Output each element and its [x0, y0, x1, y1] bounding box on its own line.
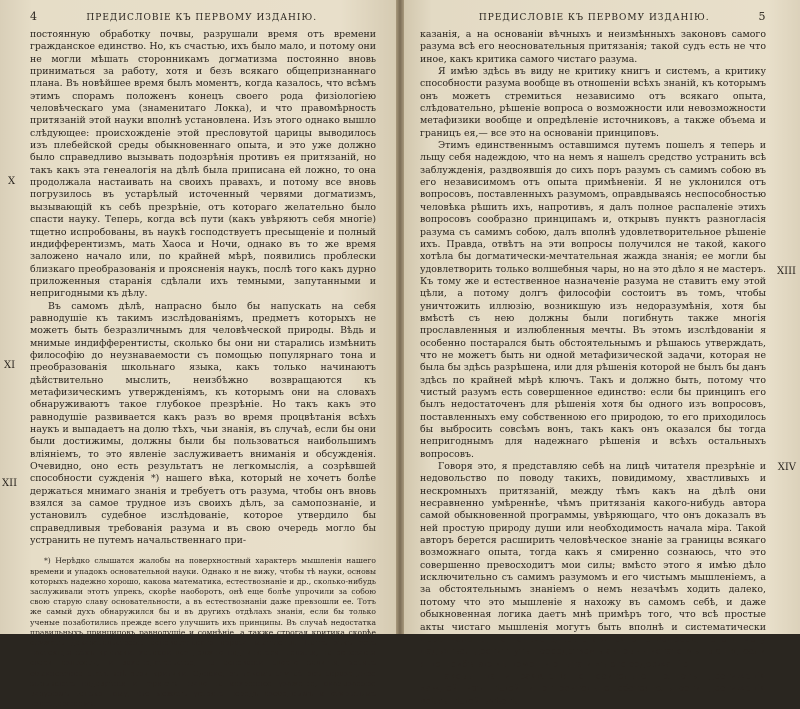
- left-running-title: ПРЕДИСЛОВІЕ КЪ ПЕРВОМУ ИЗДАНІЮ.: [86, 13, 318, 23]
- margin-mark-x: X: [8, 176, 16, 187]
- margin-mark-xiv: XIV: [777, 462, 796, 473]
- right-paragraph: Говоря это, я представляю себѣ на лицѣ читателя презрѣніе и недовольство по поводу такихъ, повидимому, хвастливыхъ и нескромныхъ притязаній, между тѣмъ какъ на дѣлѣ они несравненно умѣреннѣе, чѣмъ притязанія какого-нибудь автора самой обыкновенной программы, увѣряющаго, что онъ доказалъ въ ней простую природу души или необходимость начала міра. Такой авторъ берется расширить человѣческое знаніе за границы всякаго возможнаго опыта, тогда какъ я смиренно сознаюсь, что это совершенно превосходитъ мои силы; вмѣсто этого я имѣю дѣло исключительно съ самимъ разумомъ и его чистымъ мышленіемъ, а за обстоятельнымъ знаніемъ о немъ незачѣмъ ходить далеко, потому что это мышленіе я нахожу въ самомъ себѣ, и даже обыкновенная логика даетъ мнѣ примѣръ того, что всѣ простые акты чистаго мышленія могутъ быть вполнѣ и систематически перечислены; но только здѣсь ставится еще вопросъ, чего я могу надѣяться достигнуть посредствомъ актовъ чистаго мышленія, если я не прибѣгаю къ помощи опыта и къ его содержанію.: [420, 461, 766, 670]
- right-page-number: 5: [758, 10, 766, 23]
- left-paragraph: Въ самомъ дѣлѣ, напрасно было бы напускать на себя равнодушіе къ такимъ изслѣдованіямъ, предметъ которыхъ не можетъ быть безразличнымъ для человѣческой природы. Вѣдь и мнимые индифферентисты, сколько бы они ни старались измѣнить философію до неузнаваемости съ помощью популярнаго тона и преобразованія школьнаго языка, какъ только начинаютъ дѣйствительно мыслить, неизбѣжно возвращаются къ метафизическимъ утвержденіямъ, къ которымъ они на словахъ обнаруживаютъ такое глубокое презрѣніе. Но такъ какъ это равнодушіе развивается какъ разъ во время процвѣтанія всѣхъ наукъ и выпадаетъ на долю тѣхъ, чьи знанія, въ случаѣ, если бы они были достижимы, должны были бы пользоваться наибольшимъ вліяніемъ, то это явленіе заслуживаетъ вниманія и обсужденія. Очевидно, оно есть результатъ не легкомыслія, а созрѣвшей способности сужденія *) нашего вѣка, который не хочетъ болѣе держаться мнимаго знанія и требуетъ отъ разума, чтобы онъ вновь взялся за самое трудное изъ своихъ дѣлъ, за самопознаніе, и установилъ судебное изслѣдованіе, которое утвердило бы справедливыя требованія разума и въ свою очередь могло бы устранить не путемъ начальственнаго при-: [30, 300, 376, 547]
- footnote-text: *) Нерѣдко слышатся жалобы на поверхностный характеръ мышленія нашего времени и упадокъ основательной науки. Однако я не вижу, чтобы тѣ науки, основы которыхъ надежно хорошо, какова математика, естествознаніе и др., сколько-нибудь заслуживали этотъ упрекъ, скорѣе наоборотъ, онѣ еще болѣе упрочили за собою свою старую славу основательности, а въ естествознаніи даже превзошли ее. Тотъ же самый духъ обнаружился бы и въ другихъ отдѣлахъ знанія, если бы только ученые позаботились прежде всего улучшить ихъ принципы. Въ случаѣ недостатка правильныхъ принциповъ равнодушіе и сомнѣніе, а также строгая критика скорѣе служатъ доказательствомъ основательнаго образа мышленія. Нашъ вѣкъ есть настоящій вѣкъ критики, которой все должно подчиняться. Религія, на основаніи своей святости, и законодательство, на основаніи своего величія, хотятъ обыкновенно стать внѣ этой критики. Однако, въ такомъ случаѣ онѣ справедливо вызываютъ подозрѣнія и теряютъ право на искреннее уваженіе, оказываемое разумомъ только тому, что можетъ устоять передъ свободнымъ и открытымъ изслѣдованіемъ.: [30, 556, 376, 709]
- right-paragraph: Этимъ единственнымъ оставшимся путемъ пошелъ я теперь и льщу себя надеждою, что на немъ я нашелъ средство устранить всѣ заблужденія, раздвоявшія до сихъ поръ разумъ съ самимъ собою въ его независимомъ отъ опыта примѣненіи. Я не уклонился отъ вопросовъ, поставленныхъ разумомъ, оправдываясь неспособностью человѣка рѣшить ихъ, напротивъ, я далъ полное распаленіе этихъ вопросовъ сообразно принципамъ и, открывъ пунктъ разногласія разума съ самимъ собою, далъ вполнѣ удовлетворительное рѣшеніе ихъ. Правда, отвѣтъ на эти вопросы получился не такой, какого хотѣла бы догматически-мечтательная жажда знанія; ее могли бы удовлетворить только волшебныя чары, но на это дѣло я не мастеръ. Къ тому же и естественное назначеніе разума не ставитъ ему этой цѣли, а потому долгъ философіи состоитъ въ томъ, чтобы уничтожить иллюзію, возникшую изъ недоразумѣнія, хотя бы вмѣстѣ съ нею должны были погибнуть также многія прославленныя и излюбленныя мечты. Въ этомъ изслѣдованіи я особенно постарался быть обстоятельнымъ и рѣшаюсь утверждать, что не можетъ быть ни одной метафизической задачи, которая не была бы здѣсь разрѣшена, или для рѣшенія которой не былъ бы данъ здѣсь по крайней мѣрѣ ключъ. Такъ и должно быть, потому что чистый разумъ есть совершенное единство: если бы принципъ его былъ недостаточенъ для рѣшенія хотя бы одного изъ вопросовъ, поставленныхъ ему собственною его природою, то его приходилось бы выбросить совсѣмъ вонъ, такъ какъ онъ оказался бы тогда непригоднымъ для надежнаго рѣшенія и всѣхъ остальныхъ вопросовъ.: [420, 140, 766, 460]
- right-body-text: [420, 29, 766, 708]
- margin-mark-xi: XI: [4, 360, 16, 371]
- margin-mark-xiii: XIII: [777, 266, 796, 277]
- left-paragraph: постоянную обработку почвы, разрушали время отъ времени гражданское единство. Но, къ счастью, ихъ было мало, и потому они не могли мѣшать сторонникамъ догматизма постоянно вновь приниматься за работу, хотя и безъ всякаго общепризнаннаго плана. Въ новѣйшее время былъ моментъ, когда казалось, что всѣмъ этимъ спорамъ положенъ конецъ своего рода физіологіею человѣческаго ума (знаменитаго Локка), и что правомѣрность притязаній этой науки вполнѣ установлена. Изъ этого однако вышло слѣдующее: происхожденіе этой пресловутой царицы выводилось изъ плебейской среды обыкновеннаго опыта, и это уже должно было справедливо вызывать подозрѣнія противъ ея притязаній, но такъ какъ эта генеалогія на дѣлѣ была приписана ей ложно, то она продолжала настаивать на своихъ правахъ, и потому все вновь погрузилось въ устарѣлый источенный червями догматизмъ, вызывающій къ себѣ презрѣніе, отъ котораго желательно было спасти науку. Теперь, когда всѣ пути (какъ увѣряютъ себя многіе) тщетно испробованы, въ наукѣ господствуетъ пресыщеніе и полный индифферентизмъ, мать Хаоса и Ночи, однако въ то же время заложено начало или, по крайней мѣрѣ, появились проблески близкаго преобразованія и проясненія наукъ, послѣ того какъ дурно приложенныя старанія сдѣлали ихъ темными, запутанными и непригодными къ дѣлу.: [30, 29, 376, 300]
- right-paragraph: казанія, а на основаніи вѣчныхъ и неизмѣнныхъ законовъ самого разума всѣ его неосновательныя притязанія; такой судъ есть не что иное, какъ критика самого чистаго разума.: [420, 29, 766, 65]
- book-gutter: [396, 0, 404, 634]
- left-page-number: 4: [30, 10, 38, 23]
- right-running-header: [420, 10, 766, 23]
- left-running-header: [30, 10, 376, 23]
- left-body-text: [30, 29, 376, 547]
- left-footnote: [30, 553, 376, 709]
- right-page: [400, 0, 800, 707]
- right-paragraph: Таковы наши заявленія относительно полноты достиженія каждой изъ цѣлей и относительно обстоятельности достиженія всѣхъ цѣлей вмѣстѣ,: [420, 670, 766, 707]
- margin-mark-xii: XII: [2, 478, 18, 489]
- right-paragraph: Я имѣю здѣсь въ виду не критику книгъ и системъ, а критику способности разума вообще въ отношеніи всѣхъ знаній, къ которымъ онъ можетъ стремиться независимо отъ всякаго опыта, слѣдовательно, рѣшеніе вопроса о возможности или невозможности метафизики вообще и опредѣленіе источниковъ, а также объема и границъ ея,— все это на основаніи принциповъ.: [420, 66, 766, 139]
- right-running-title: ПРЕДИСЛОВІЕ КЪ ПЕРВОМУ ИЗДАНІЮ.: [478, 13, 710, 23]
